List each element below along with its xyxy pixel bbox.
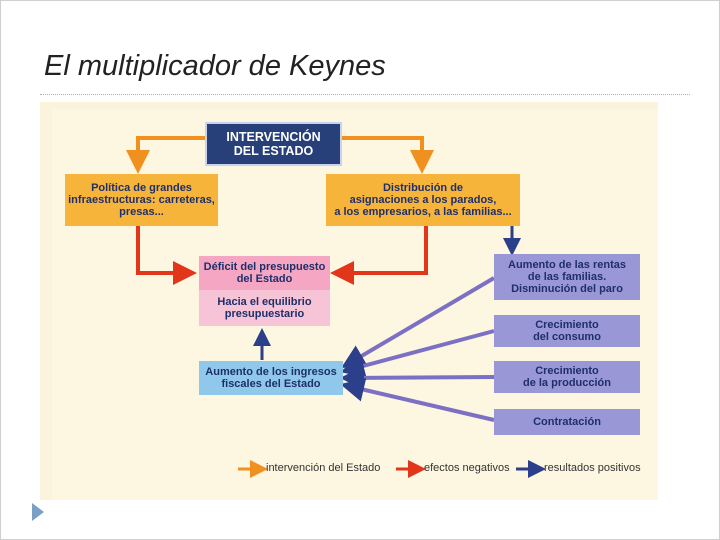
arrow-contratacion-to-ingresos (348, 386, 494, 420)
node-contratacion: Contratación (494, 409, 640, 435)
node-aumento-ingresos-fiscales: Aumento de los ingresos fiscales del Estado (199, 361, 343, 395)
node-distribucion-asignaciones: Distribución de asignaciones a los parados, a los empresarios, a las familias... (326, 174, 520, 226)
node-politica-infraestructuras: Política de grandes infraestructuras: carreteras, presas... (65, 174, 218, 226)
arrow-state-to-distribucion (338, 138, 422, 166)
arrows-layer (40, 102, 658, 500)
node-aumento-rentas: Aumento de las rentas de las familias. Disminución del paro (494, 254, 640, 300)
slide-bullet-icon (32, 503, 44, 521)
legend-positivos-label: resultados positivos (544, 462, 641, 474)
node-deficit-presupuesto: Déficit del presupuesto del Estado (199, 256, 330, 290)
node-intervencion-estado: INTERVENCIÓN DEL ESTADO (205, 122, 342, 166)
arrow-politica-to-deficit (138, 224, 189, 273)
arrow-state-to-politica (138, 138, 205, 166)
arrow-produccion-to-ingresos (348, 377, 494, 378)
title-divider (40, 94, 690, 95)
node-crecimiento-consumo: Crecimiento del consumo (494, 315, 640, 347)
legend-negativos-label: efectos negativos (424, 462, 510, 474)
node-crecimiento-produccion: Crecimiento de la producción (494, 361, 640, 393)
arrow-distribucion-to-deficit (338, 224, 426, 273)
legend-intervencion-label: intervención del Estado (266, 462, 381, 474)
slide-title: El multiplicador de Keynes (44, 50, 386, 82)
node-equilibrio-presupuestario: Hacia el equilibrio presupuestario (199, 290, 330, 326)
keynes-multiplier-figure (40, 102, 658, 500)
